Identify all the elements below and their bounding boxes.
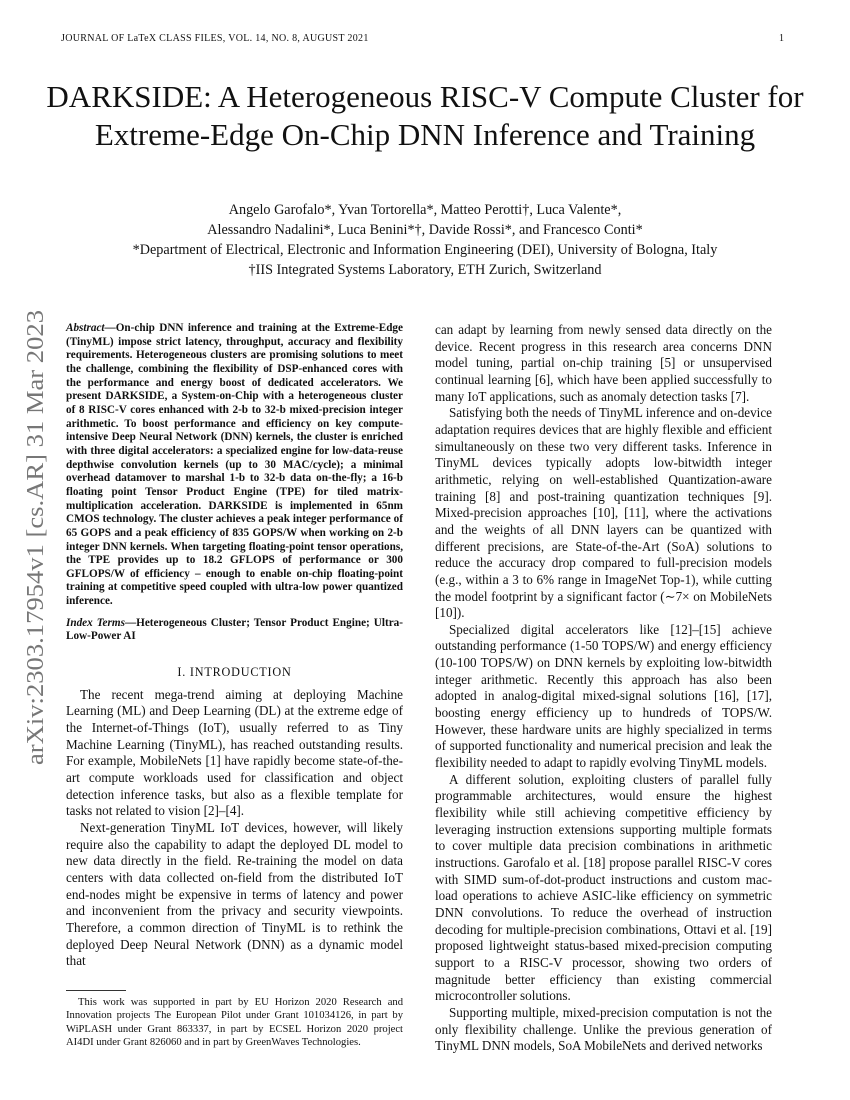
index-terms-text: —Heterogeneous Cluster; Tensor Product Engine; Ultra-Low-Power AI	[66, 616, 403, 643]
abstract	[66, 322, 403, 609]
arxiv-stamp	[10, 305, 60, 765]
paragraph: Next-generation TinyML IoT devices, however, will likely require also the capability to adapt the deployed DL model to new data directly in the field. Re-training the model on data centers with data collected on-field from the distributed IoT end-nodes might be expensive in terms of latency and power and inconvenient from the privacy and security viewpoints. Therefore, a common direction of TinyML is to rethink the deployed Deep Neural Network (DNN) as a dynamic model that	[66, 820, 403, 969]
abstract-text: —On-chip DNN inference and training at the Extreme-Edge (TinyML) impose strict latency, throughput, accuracy and flexibility requirements. Heterogeneous clusters are promising solutions to meet the challenge, combining the flexibility of DSP-enhanced cores with the performance and energy boost of dedicated accelerators. We present DARKSIDE, a System-on-Chip with a heterogeneous cluster of 8 RISC-V cores enhanced with 2-b to 32-b mixed-precision integer arithmetic. To boost performance and efficiency on key compute-intensive Deep Neural Network (DNN) kernels, the cluster is enriched with three digital accelerators: a specialized engine for low-data-reuse depthwise convolution kernels (up to 30 MAC/cycle); a minimal overhead datamover to marshal 1-b to 32-b data on-the-fly; a 16-b floating point Tensor Product Engine (TPE) for tiled matrix-multiplication acceleration. DARKSIDE is implemented in 65nm CMOS technology. The cluster achieves a peak integer performance of 65 GOPS and a peak efficiency of 835 GOPS/W when working on 2-b integer DNN kernels. When targeting floating-point tensor operations, the TPE provides up to 18.2 GFLOPS of performance or 300 GFLOPS/W of efficiency – enough to enable on-chip floating-point training at competitive speed coupled with ultra-low power quantized inference.	[66, 322, 403, 608]
paragraph: The recent mega-trend aiming at deploying Machine Learning (ML) and Deep Learning (DL) at the extreme edge of the Internet-of-Things (IoT), usually referred to as Tiny Machine Learning (TinyML), has reached outstanding results. For example, MobileNets [1] have rapidly become state-of-the-art compute workloads used for classification and object detection inference tasks, but also as a flexible template for tasks not related to vision [2]–[4].	[66, 686, 403, 819]
left-column	[66, 322, 403, 970]
affiliation-2: †IIS Integrated Systems Laboratory, ETH Zurich, Switzerland	[248, 262, 602, 278]
author-block	[40, 200, 810, 280]
abstract-label: Abstract	[66, 322, 105, 334]
affiliation-1: *Department of Electrical, Electronic and Information Engineering (DEI), University of Bologna, Italy	[132, 242, 718, 258]
introduction	[66, 687, 403, 970]
paragraph: Supporting multiple, mixed-precision computation is not the only flexibility challenge. Unlike the previous generation of TinyML DNN models, SoA MobileNets and derived networks	[435, 1004, 772, 1054]
index-terms	[66, 617, 403, 644]
funding-footnote: This work was supported in part by EU Horizon 2020 Research and Innovation projects The European Pilot under Grant 101034126, in part by WiPLASH under Grant 863337, in part by ECSEL Horizon 2020 project AI4DI under Grant 826060 and in part by GreenWaves Technologies.	[66, 997, 403, 1049]
index-terms-label: Index Terms	[66, 616, 125, 629]
paper-title: DARKSIDE: A Heterogeneous RISC-V Compute Cluster for Extreme-Edge On-Chip DNN Inference and Training	[46, 79, 804, 152]
paragraph: A different solution, exploiting clusters of parallel fully programmable architectures, would ensure the highest flexibility while still achieving competitive efficiency by leveraging instruction extensions supporting multiple formats to cover multiple data precision combinations in arithmetic instructions. Garofalo et al. [18] propose parallel RISC-V cores with SIMD sum-of-dot-product instructions and custom mac-load operations to achieve ASIC-like efficiency on symmetric DNN convolutions. To reduce the overhead of instruction decoding for multiple-precision combinations, Ottavi et al. [19] proposed lightweight status-based mixed-precision computing support to a RISC-V processor, showing two orders of magnitude better efficiency than existing commercial microcontroller solutions.	[435, 771, 772, 1004]
arxiv-stamp-text: arXiv:2303.17954v1 [cs.AR] 31 Mar 2023	[22, 345, 49, 765]
paragraph: Satisfying both the needs of TinyML inference and on-device adaptation requires devices that are highly flexible and efficient simultaneously on these two very different tasks. Inference in TinyML devices typically adopts low-bitwidth integer arithmetic, relying on well-established Quantization-aware training [8] and post-training quantization techniques [9]. Mixed-precision approaches [10], [11], where the activations and the weights of all DNN layers can be quantized with different precisions, are State-of-the-Art (SoA) solutions to reduce the accuracy drop compared to full-precision models (e.g., within a 3 to 6% range in ImageNet Top-1), while cutting the model footprint by a significant factor (∼7× on MobileNets [10]).	[435, 405, 772, 621]
author-line-1: Angelo Garofalo*, Yvan Tortorella*, Matteo Perotti†, Luca Valente*,	[228, 202, 622, 218]
paragraph: Specialized digital accelerators like [12]–[15] achieve outstanding performance (1-50 TOPS/W) and energy efficiency (10-100 TOPS/W) on DNN kernels by exploiting low-bitwidth integer arithmetic. Recently this approach has also been adopted in analog-digital mixed-signal solutions [16], [17], boosting energy efficiency up to hundreds of TOPS/W. However, these hardware units are highly specialized in terms of supported functionality and numerical precision and leak the flexibility needed to adapt to rapidly evolving TinyML models.	[435, 621, 772, 771]
journal-header: JOURNAL OF LaTeX CLASS FILES, VOL. 14, NO. 8, AUGUST 2021	[61, 33, 369, 44]
author-line-2: Alessandro Nadalini*, Luca Benini*†, Davide Rossi*, and Francesco Conti*	[207, 222, 643, 238]
paragraph: can adapt by learning from newly sensed data directly on the device. Recent progress in this research area concerns DNN model tuning, partial on-chip training [5] or unsupervised continual learning [6], which have been applied successfully to many IoT applications, such as anomaly detection tasks [7].	[435, 322, 772, 404]
footnote-rule	[66, 990, 126, 991]
section-heading: I. INTRODUCTION	[177, 665, 292, 680]
page-number: 1	[779, 33, 784, 44]
right-column	[435, 322, 772, 1055]
